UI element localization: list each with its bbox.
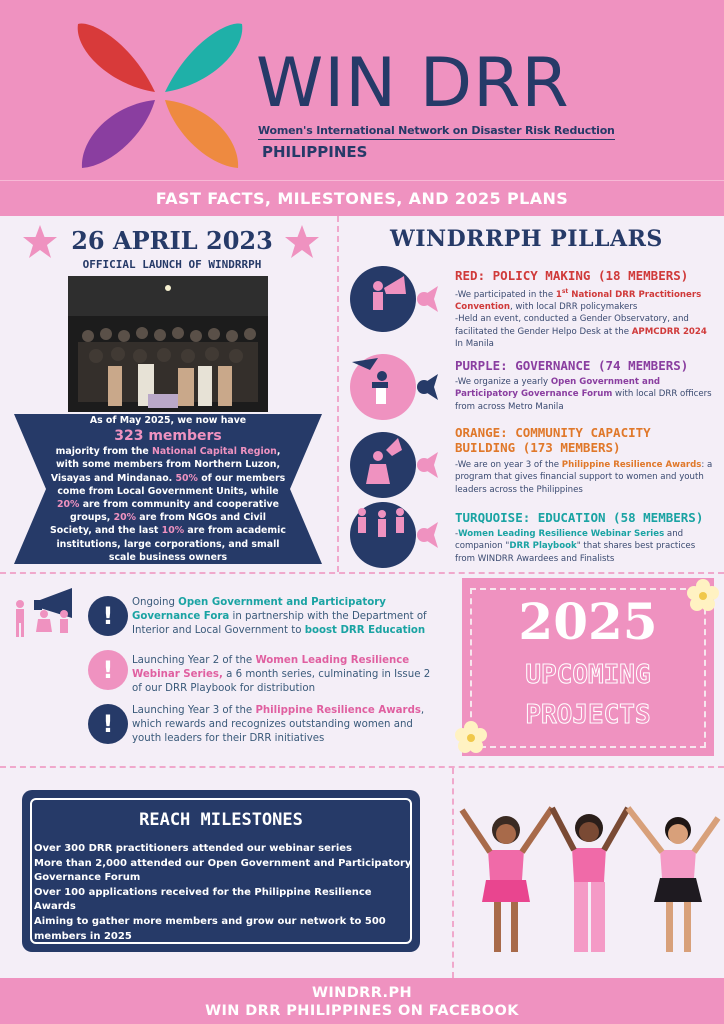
reach-list [34,842,412,944]
members-pct: 10% [161,525,185,537]
upcoming-year: 2025 [518,592,658,651]
pillar-text: -We organize a yearly [455,377,551,387]
reach-item: Aiming to gather more members and grow our network to 500 members in 2025 [34,915,386,942]
divider [452,768,454,978]
education-pillar-icon [348,500,448,570]
project-highlight: Open Government and Participatory Governance Fora [132,597,386,622]
megaphone-group-icon [10,588,94,640]
pillar-text: and companion " [455,529,684,552]
project-highlight: boost DRR Education [304,625,426,636]
star-icon [22,224,58,260]
project-text: in partnership with the Department of Interior and Local Government to [132,611,427,636]
divider [337,216,339,572]
project-highlight: Philippine Resilience Awards [255,705,421,716]
pillar-heading-line: ORANGE: COMMUNITY CAPACITY [455,425,651,440]
reach-title: REACH MILESTONES [139,810,303,830]
members-text: are from academic institutions, large corporations, and small scale business owners [56,525,286,563]
exclamation-icon: ! [88,650,128,690]
project-highlight: Women Leading Resilience Webinar Series, [132,655,410,680]
project-text: Ongoing [132,597,179,608]
divider [0,572,724,574]
pillar-highlight: Open Government and Participatory Governance Forum [455,377,661,400]
pillar-superscript: st [561,288,569,295]
pillar-orange-heading [455,425,651,455]
pillar-highlight: DRR Playbook [509,541,577,552]
pillar-highlight: Philippine Resilience Awards [561,460,702,470]
pillar-highlight: Women Leading Resilience Webinar Series [458,529,665,539]
upcoming-line2: PROJECTS [525,700,651,730]
members-text: of our members come from Local Government Units, while [57,472,286,497]
project-item-1 [132,596,440,638]
section-banner: FAST FACTS, MILESTONES, AND 2025 PLANS [0,180,724,216]
governance-pillar-icon [348,352,448,422]
community-pillar-icon [348,430,448,500]
footer [0,978,724,1024]
brand-subtitle: Women's International Network on Disaster Risk Reduction [258,124,615,140]
butterfly-logo [70,20,250,170]
pillar-text: In Manila [455,339,494,350]
women-holding-hands-illustration [456,790,722,976]
brand-title: WIN DRR [256,44,570,123]
members-text: are from NGOs and Civil Society, and the last [50,512,266,537]
project-item-2 [132,654,440,696]
pillar-highlight: APMCDRR 2024 [631,326,707,337]
reach-item: Over 100 applications received for the Philippine Resilience Awards [34,886,372,913]
members-count: 323 members [114,428,222,445]
members-pct: 20% [56,499,80,511]
pillar-text: with local DRR officers from across Metro Manila [455,389,712,412]
pillar-purple-text [455,376,713,413]
upcoming-line1: UPCOMING [525,660,651,690]
policy-pillar-icon [348,264,448,334]
pillar-text: -We are on year 3 of the [455,460,562,470]
pillar-turquoise-heading: TURQUOISE: EDUCATION (58 MEMBERS) [455,510,704,525]
star-icon [284,224,320,260]
pillars-title: WINDRRPH PILLARS [390,226,663,252]
pillar-highlight: 1 [555,289,562,300]
project-text: Launching Year 2 of the [132,655,256,666]
project-text: Launching Year 3 of the [132,705,256,716]
pillar-text: -We participated in the [455,289,556,300]
members-text: majority from the [55,446,152,458]
project-text: a 6 month series, culminating in Issue 2 of our DRR Playbook for distribution [132,669,431,694]
members-text: are from community and cooperative groups, [69,499,279,524]
project-item-3 [132,704,440,746]
launch-subtitle: OFFICIAL LAUNCH OF WINDRRPH [82,258,262,271]
members-pct: 20% [113,512,137,524]
pillar-turquoise-text [455,528,713,565]
pillar-text: -Held an event, conducted a Gender Observatory, and facilitated the Gender Helpo Desk at the [455,314,689,337]
project-text: , which rewards and recognizes outstanding women and youth leaders for their DRR initiatives [132,705,425,744]
members-region: National Capital Region [152,446,277,458]
divider [0,766,724,768]
pillar-text: " that shares best practices from WINDRR Awardees and Finalists [455,541,696,564]
pillar-red-heading: RED: POLICY MAKING (18 MEMBERS) [455,268,689,283]
reach-item: Over 300 DRR practitioners attended our webinar series [34,843,352,854]
launch-group-photo [68,276,268,412]
exclamation-icon: ! [88,704,128,744]
pillar-purple-heading: PURPLE: GOVERNANCE (74 MEMBERS) [455,358,689,373]
exclamation-icon: ! [88,596,128,636]
footer-website[interactable]: WINDRR.PH [311,985,413,1001]
pillar-highlight: National DRR Practitioners Convention [455,289,702,313]
pillar-text: , with local DRR policymakers [509,302,638,313]
members-text: , with some members from Northern Luzon, Visayas and Mindanao. [50,446,281,484]
footer-facebook[interactable]: WIN DRR PHILIPPINES ON FACEBOOK [205,1003,519,1019]
flower-icon [686,578,720,612]
pillar-text: : a program that gives financial support to women and youth leaders across the Philippines [455,460,713,495]
members-intro: As of May 2025, we now have [89,415,247,426]
pillar-red-text [455,286,713,350]
pillar-orange-text [455,459,713,496]
members-pct: 50% [175,472,198,484]
reach-item: More than 2,000 attended our Open Government and Participatory Governance Forum [34,857,412,884]
brand-country: PHILIPPINES [262,143,368,161]
members-summary [50,414,286,564]
flower-icon [454,720,488,754]
pillar-text: - [455,529,459,539]
launch-date: 26 APRIL 2023 [71,226,273,255]
pillar-heading-line: BUILDING (173 MEMBERS) [455,440,621,455]
